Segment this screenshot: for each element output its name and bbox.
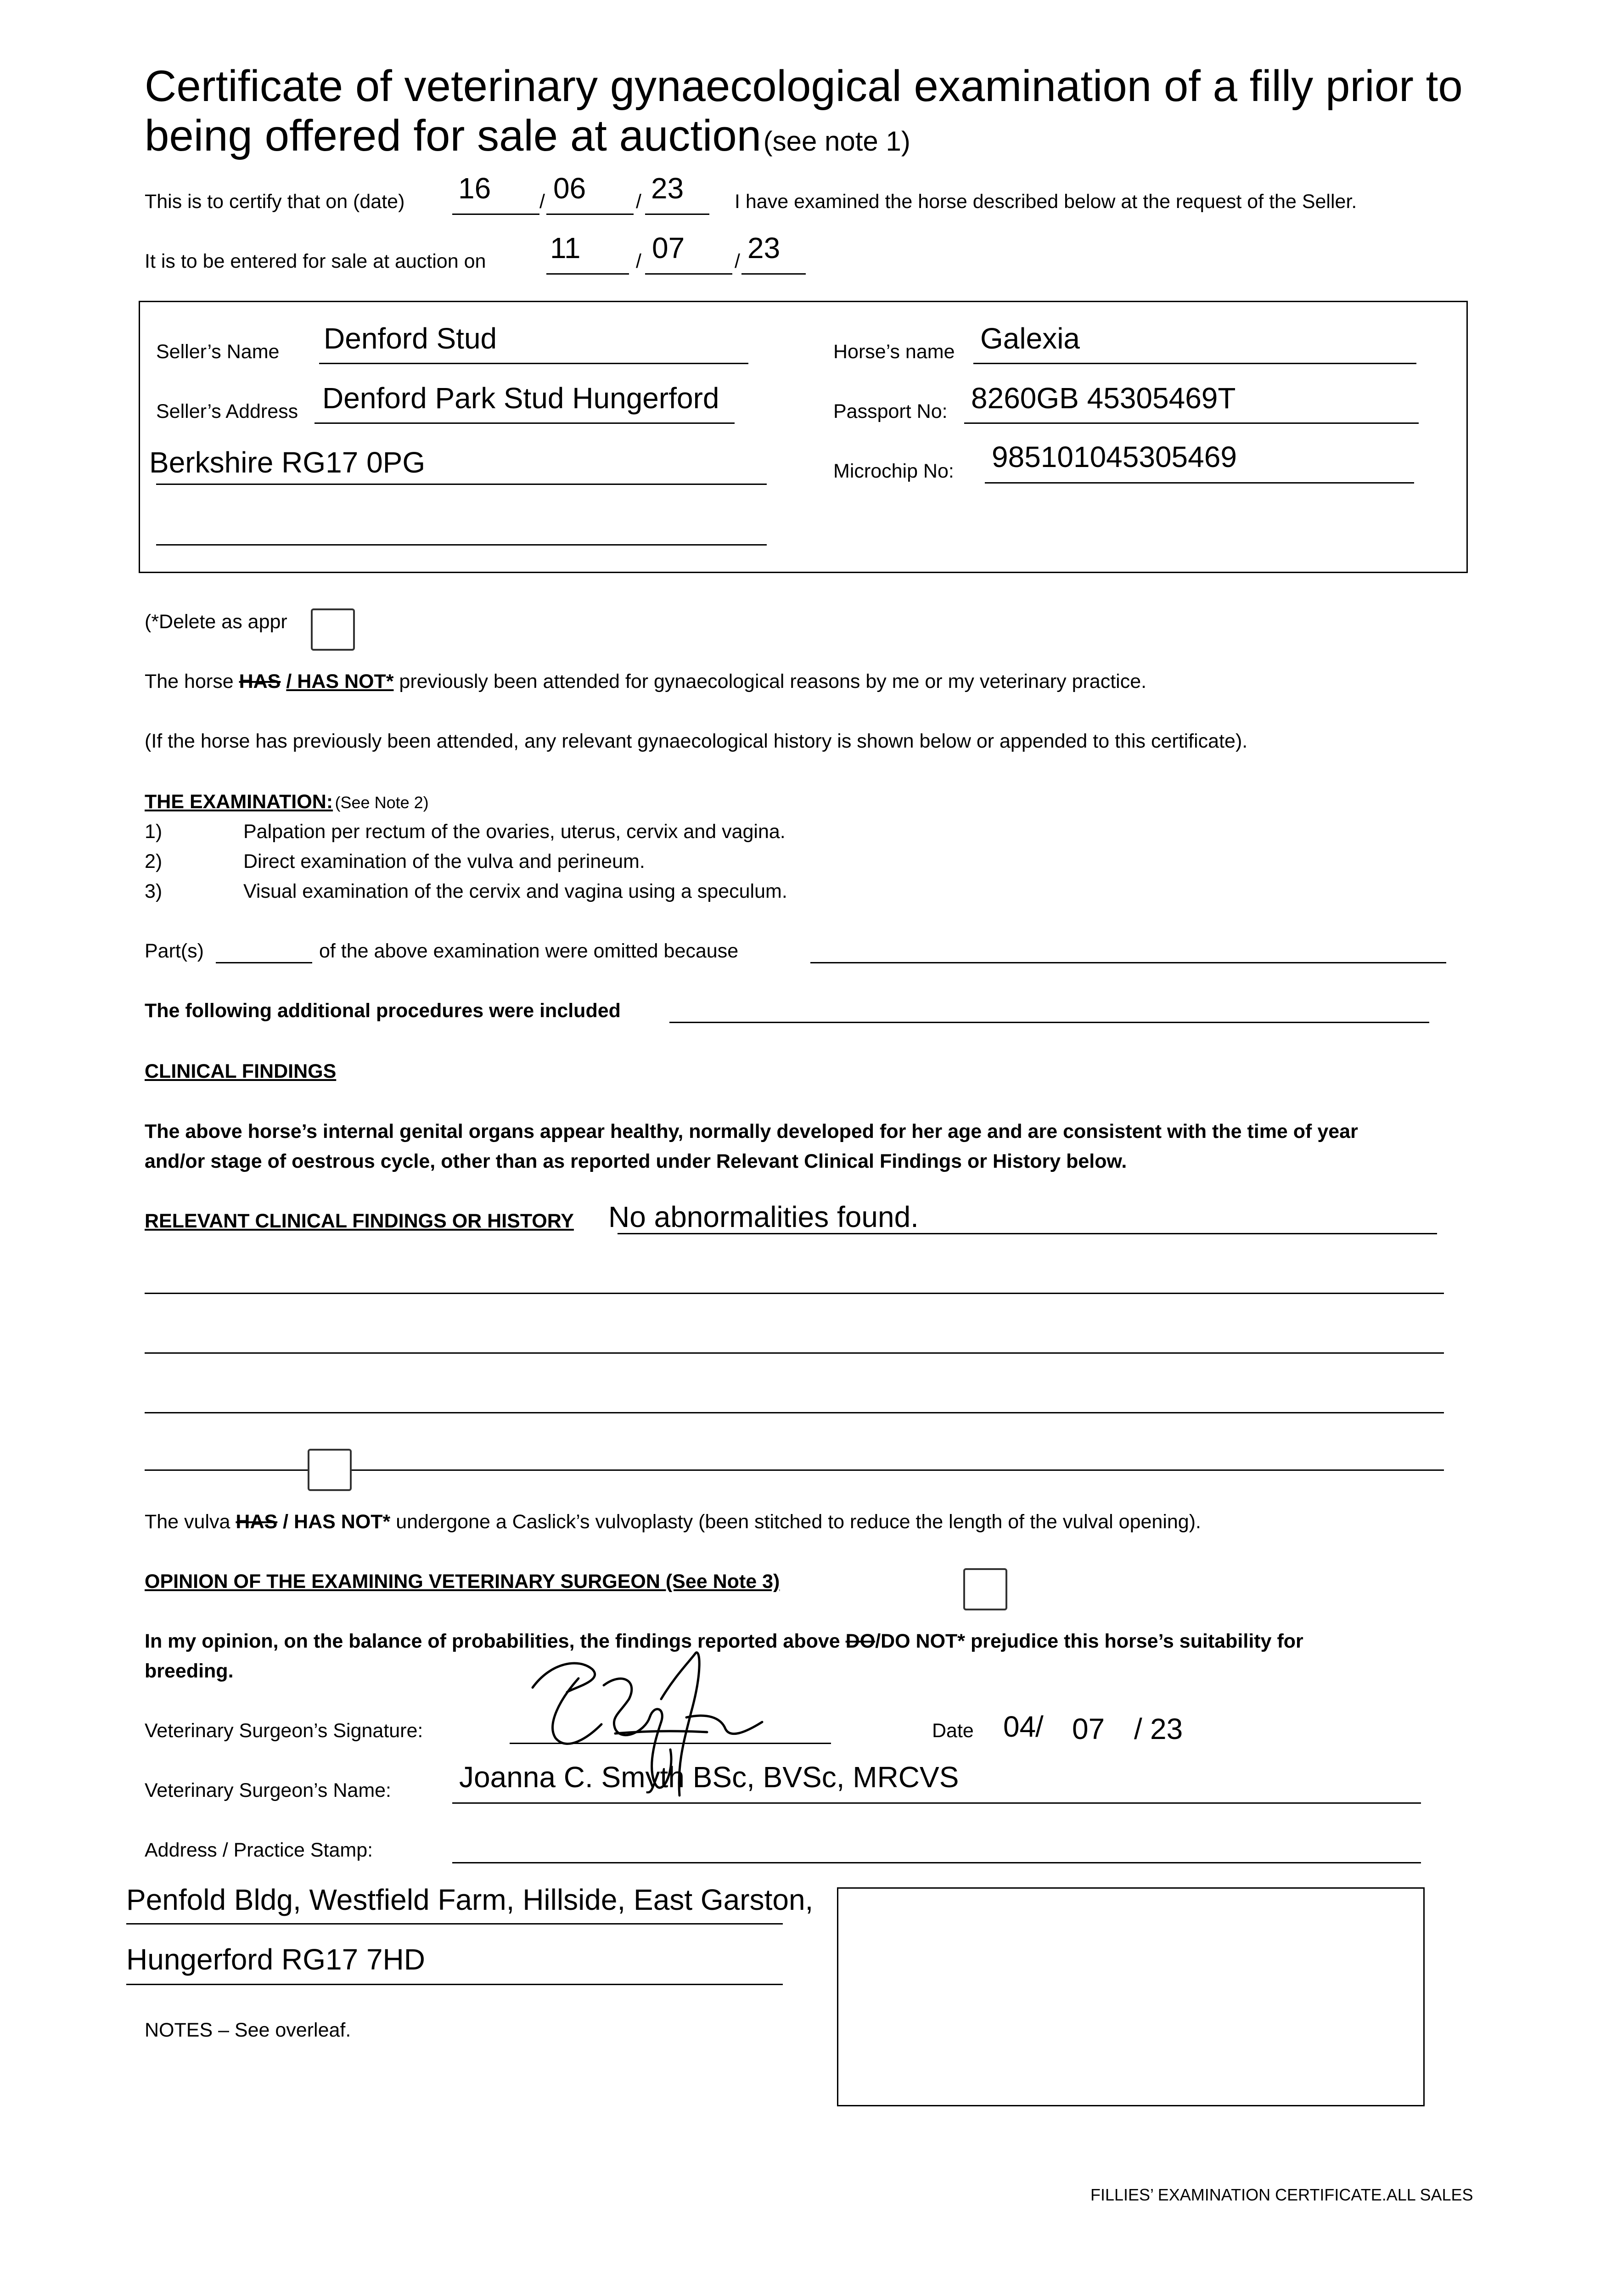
vet-name-value[interactable]: Joanna C. Smyth BSc, BVSc, MRCVS	[459, 1761, 959, 1794]
seller-name-value[interactable]: Denford Stud	[324, 322, 497, 355]
exam-item-text: Direct examination of the vulva and perineum.	[243, 850, 645, 872]
certify-sep-2: /	[636, 191, 641, 213]
title-note: (see note 1)	[763, 126, 910, 157]
relevant-findings-value[interactable]: No abnormalities found.	[608, 1200, 919, 1233]
auction-sep-1: /	[636, 250, 641, 272]
omitted-label-b: of the above examination were omitted because	[319, 940, 739, 962]
practice-address-line1[interactable]: Penfold Bldg, Westfield Farm, Hillside, East Garston,	[126, 1883, 814, 1916]
auction-month[interactable]: 07	[652, 231, 685, 264]
auction-year[interactable]: 23	[747, 231, 781, 264]
exam-item-text: Visual examination of the cervix and vagina using a speculum.	[243, 880, 787, 902]
examination-heading-text: THE EXAMINATION:	[145, 791, 333, 813]
vet-name-label: Veterinary Surgeon’s Name:	[145, 1779, 391, 1801]
vet-date-label: Date	[932, 1720, 974, 1742]
signature-image	[523, 1644, 781, 1823]
certify-prefix: This is to certify that on (date)	[145, 191, 405, 213]
passport-value[interactable]: 8260GB 45305469T	[971, 382, 1236, 415]
additional-procedures-label: The following additional procedures were included	[145, 1000, 621, 1022]
certify-month[interactable]: 06	[553, 172, 586, 205]
history-note: (If the horse has previously been attended, any relevant gynaecological history is shown below or appended to this certificate).	[145, 730, 1248, 752]
seller-address-label: Seller’s Address	[156, 400, 298, 422]
history-has[interactable]: HAS	[239, 670, 281, 692]
practice-address-label: Address / Practice Stamp:	[145, 1839, 373, 1861]
exam-item-text: Palpation per rectum of the ovaries, uterus, cervix and vagina.	[243, 821, 786, 843]
history-suffix: previously been attended for gynaecological reasons by me or my veterinary practice.	[399, 670, 1147, 692]
omitted-label-a: Part(s)	[145, 940, 204, 962]
opinion-do[interactable]: DO	[845, 1630, 876, 1652]
clinical-statement-line1: The above horse’s internal genital organs appear healthy, normally developed for her age and are consistent with the time of year	[145, 1120, 1358, 1142]
auction-day[interactable]: 11	[550, 231, 581, 264]
vulva-prefix: The vulva	[145, 1511, 230, 1533]
horse-name-label: Horse’s name	[833, 341, 955, 363]
exam-item-num: 3)	[145, 880, 163, 902]
clinical-findings-heading: CLINICAL FINDINGS	[145, 1060, 337, 1082]
exam-item-num: 2)	[145, 850, 163, 872]
footer-text: FILLIES’ EXAMINATION CERTIFICATE.ALL SALES	[1090, 2185, 1473, 2204]
seller-name-label: Seller’s Name	[156, 341, 280, 363]
auction-sep-2: /	[735, 250, 740, 272]
microchip-value[interactable]: 985101045305469	[992, 440, 1237, 473]
microchip-label: Microchip No:	[833, 460, 954, 482]
seller-address-line1[interactable]: Denford Park Stud Hungerford	[322, 382, 719, 415]
certify-suffix: I have examined the horse described below at the request of the Seller.	[735, 191, 1357, 213]
title-text: being offered for sale at auction	[145, 111, 762, 160]
document-title-line1: Certificate of veterinary gynaecological examination of a filly prior to	[145, 62, 1463, 111]
checkbox-2[interactable]	[308, 1449, 352, 1491]
checkbox-1[interactable]	[311, 608, 355, 651]
history-prefix: The horse	[145, 670, 234, 692]
vulva-statement	[145, 1512, 1201, 1532]
passport-label: Passport No:	[833, 400, 948, 422]
vulva-has-not[interactable]: / HAS NOT*	[283, 1511, 391, 1533]
history-has-not[interactable]: / HAS NOT*	[286, 670, 394, 692]
opinion-text-line2: breeding.	[145, 1660, 234, 1682]
seller-address-line2[interactable]: Berkshire RG17 0PG	[149, 446, 426, 479]
vet-date-year[interactable]: 23	[1150, 1712, 1183, 1745]
relevant-findings-label: RELEVANT CLINICAL FINDINGS OR HISTORY	[145, 1210, 574, 1232]
examination-heading	[145, 792, 429, 812]
vet-date-month[interactable]: 07	[1072, 1712, 1105, 1745]
practice-address-line2[interactable]: Hungerford RG17 7HD	[126, 1943, 425, 1976]
checkbox-3[interactable]	[963, 1568, 1007, 1610]
signature-label: Veterinary Surgeon’s Signature:	[145, 1720, 423, 1742]
opinion-text-b[interactable]: /DO NOT* prejudice this horse’s suitability for	[875, 1630, 1303, 1652]
opinion-heading: OPINION OF THE EXAMINING VETERINARY SURGEON (See Note 3)	[145, 1570, 780, 1593]
certify-day[interactable]: 16	[458, 172, 491, 205]
horse-name-value[interactable]: Galexia	[980, 322, 1080, 355]
practice-stamp-box	[837, 1887, 1425, 2106]
vet-date-sep-1: /	[1035, 1710, 1044, 1743]
history-statement	[145, 672, 1146, 692]
vet-date-sep-2: /	[1134, 1712, 1142, 1745]
exam-item-num: 1)	[145, 821, 163, 843]
vulva-suffix: undergone a Caslick’s vulvoplasty (been stitched to reduce the length of the vulval opening).	[396, 1511, 1201, 1533]
notes-label: NOTES – See overleaf.	[145, 2019, 351, 2041]
vet-date-day[interactable]: 04	[1003, 1710, 1036, 1743]
opinion-text-a: In my opinion, on the balance of probabilities, the findings reported above	[145, 1630, 840, 1652]
document-title-line2	[145, 111, 910, 160]
auction-prefix: It is to be entered for sale at auction on	[145, 250, 486, 272]
examination-heading-note: (See Note 2)	[335, 793, 429, 812]
certify-sep-1: /	[539, 191, 545, 213]
clinical-statement-line2: and/or stage of oestrous cycle, other than as reported under Relevant Clinical Findings or History below.	[145, 1150, 1127, 1172]
vulva-has[interactable]: HAS	[236, 1511, 278, 1533]
certify-year[interactable]: 23	[651, 172, 684, 205]
delete-note-before: (*Delete as appr	[145, 611, 287, 633]
